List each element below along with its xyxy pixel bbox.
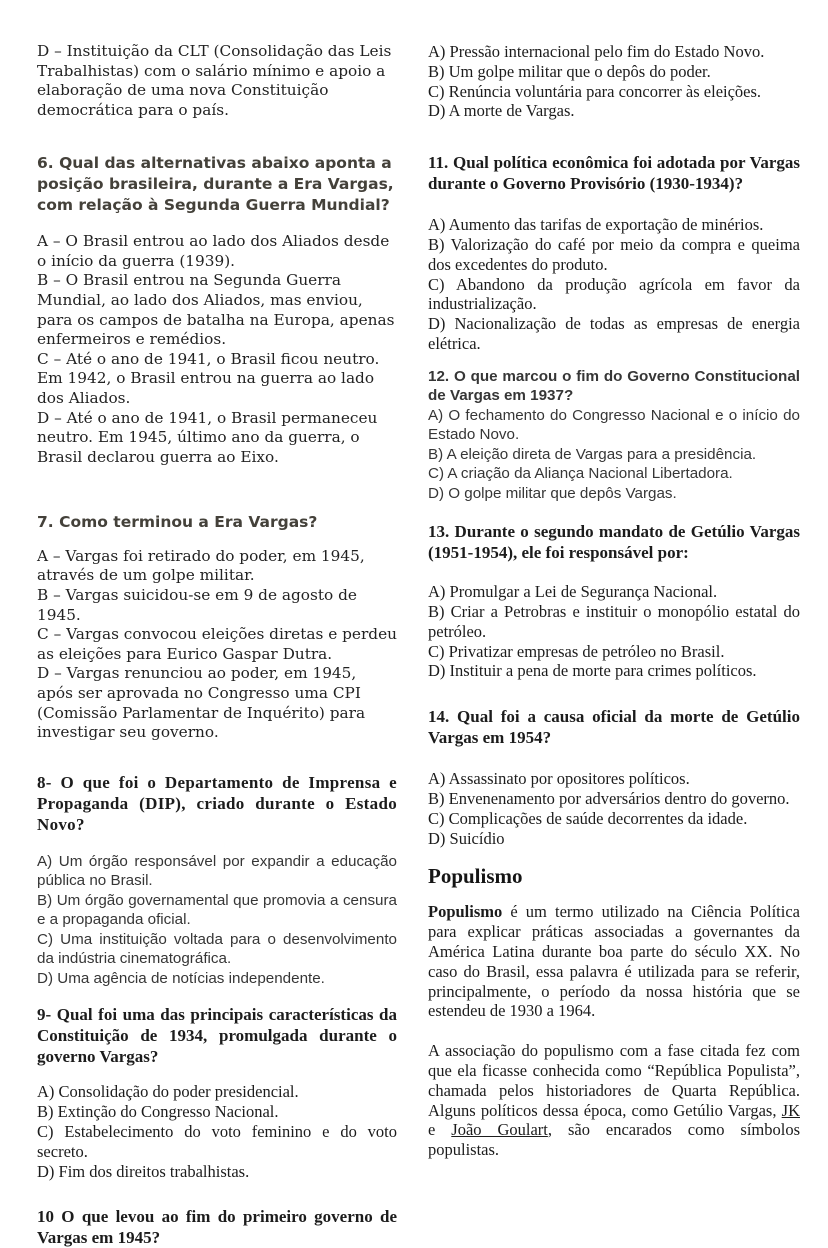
left-column [37,42,397,1248]
question-10-option-b: B) Um golpe militar que o depôs do poder. [428,61,711,81]
question-7-heading: 7. Como terminou a Era Vargas? [37,513,318,532]
question-9-heading: 9- Qual foi uma das principais características da Constituição de 1934, promulgada durante o governo Vargas? [37,1005,397,1067]
joao-goulart-link[interactable]: João Goulart [451,1120,548,1140]
question-14-heading: 14. Qual foi a causa oficial da morte de Getúlio Vargas em 1954? [428,707,800,748]
question-7 [37,512,397,743]
question-12-option-b: B) A eleição direta de Vargas para a presidência. [428,445,757,463]
question-6-option-d: D – Até o ano de 1941, o Brasil permaneceu neutro. Em 1945, último ano da guerra, o Brasil declarou guerra ao Eixo. [37,408,378,466]
question-7-options [37,547,397,743]
jk-link[interactable]: JK [781,1100,800,1120]
question-10-option-a: A) Pressão internacional pelo fim do Estado Novo. [428,42,765,61]
question-14-option-a: A) Assassinato por opositores políticos. [428,769,690,789]
question-10-heading: 10 O que levou ao fim do primeiro governo de Vargas em 1945? [37,1207,397,1248]
question-11-heading: 11. Qual política econômica foi adotada por Vargas durante o Governo Provisório (1930-1934)? [428,153,800,194]
question-6-option-c: C – Até o ano de 1941, o Brasil ficou neutro. Em 1942, o Brasil entrou na guerra ao lado dos Aliados. [37,349,380,407]
question-6-heading: 6. Qual das alternativas abaixo aponta a posição brasileira, durante a Era Vargas, com relação à Segunda Guerra Mundial? [37,154,394,214]
question-11-option-b: B) Valorização do café por meio da compra e queima dos excedentes do produto. [428,234,800,274]
question-10 [37,1206,397,1248]
question-6-option-a: A – O Brasil entrou ao lado dos Aliados desde o início da guerra (1939). [37,232,390,270]
question-9-option-c: C) Estabelecimento do voto feminino e do voto secreto. [37,1121,397,1161]
question-6 [37,153,397,467]
question-13-options [428,582,800,681]
question-10-option-d: D) A morte de Vargas. [428,101,575,121]
question-10-option-c: C) Renúncia voluntária para concorrer às eleições. [428,81,762,101]
carryover-option-d: D – Instituição da CLT (Consolidação das Leis Trabalhistas) com o salário mínimo e apoio a elaboração de uma nova Constituição democrática para o país. [37,42,392,119]
question-9-options [37,1082,397,1181]
question-11-option-a: A) Aumento das tarifas de exportação de minérios. [428,215,764,235]
question-7-option-a: A – Vargas foi retirado do poder, em 1945, através de um golpe militar. [37,546,365,585]
question-7-option-d: D – Vargas renunciou ao poder, em 1945, após ser aprovada no Congresso uma CPI (Comissão Parlamentar de Inquérito) para investigar seu governo. [37,664,366,742]
question-9-option-d: D) Fim dos direitos trabalhistas. [37,1161,250,1181]
populismo-section [428,863,800,1160]
populismo-paragraph-2-text-c: , são encarados como símbolos populistas. [428,1120,800,1160]
question-12 [428,367,800,504]
question-13-option-b: B) Criar a Petrobras e instituir o monopólio estatal do petróleo. [428,602,800,641]
question-7-option-c: C – Vargas convocou eleições diretas e perdeu as eleições para Eurico Gaspar Dutra. [37,625,397,663]
populismo-paragraph-1-text: é um termo utilizado na Ciência Política para explicar práticas associadas a governantes da América Latina durante boa parte do século XX. No caso do Brasil, essa palavra é utilizada para se referir, principalmente, o período da nossa história que se estendeu de 1930 a 1964. [428,902,800,1021]
question-8-option-d: D) Uma agência de notícias independente. [37,969,325,987]
question-13-heading: 13. Durante o segundo mandato de Getúlio Vargas (1951-1954), ele foi responsável por: [428,522,800,563]
question-13 [428,521,800,681]
question-8-heading: 8- O que foi o Departamento de Imprensa e Propaganda (DIP), criado durante o Estado Novo? [37,772,397,834]
question-13-option-a: A) Promulgar a Lei de Segurança Nacional. [428,582,718,602]
question-8-option-b: B) Um órgão governamental que promovia a censura e a propaganda oficial. [37,891,397,929]
question-11 [428,152,800,354]
question-12-option-d: D) O golpe militar que depôs Vargas. [428,484,677,502]
question-8-option-a: A) Um órgão responsável por expandir a educação pública no Brasil. [37,852,397,890]
question-10-options [428,42,800,121]
question-6-options [37,232,397,467]
question-9-option-a: A) Consolidação do poder presidencial. [37,1082,299,1102]
question-14-option-b: B) Envenenamento por adversários dentro do governo. [428,789,790,809]
populismo-section-title: Populismo [428,864,523,889]
question-8-option-c: C) Uma instituição voltada para o desenvolvimento da indústria cinematográfica. [37,930,397,968]
question-14-option-c: C) Complicações de saúde decorrentes da idade. [428,808,748,828]
populismo-paragraph-2 [428,1041,800,1160]
question-9 [37,1004,397,1181]
question-11-option-c: C) Abandono da produção agrícola em favor da industrialização. [428,274,800,314]
populismo-lead-word: Populismo [428,902,503,922]
question-11-option-d: D) Nacionalização de todas as empresas de energia elétrica. [428,314,800,353]
populismo-paragraph-2-text-a: A associação do populismo com a fase citada fez com que ela ficasse conhecida como “República Populista”, chamada pelos historiadores de Quarta República. Alguns políticos dessa época, como Getúlio Vargas, [428,1041,800,1120]
populismo-paragraph-2-text-b: e [428,1120,452,1140]
question-12-heading: 12. O que marcou o fim do Governo Constitucional de Vargas em 1937? [428,367,800,405]
question-13-option-d: D) Instituir a pena de morte para crimes políticos. [428,661,757,681]
question-14-options [428,769,800,848]
question-8-options [37,852,397,989]
populismo-paragraph-1 [428,902,800,1021]
question-8 [37,772,397,989]
question-14 [428,706,800,848]
right-column [428,42,800,1160]
question-12-options [428,406,800,504]
question-13-option-c: C) Privatizar empresas de petróleo no Brasil. [428,641,725,661]
question-6-option-b: B – O Brasil entrou na Segunda Guerra Mundial, ao lado dos Aliados, mas enviou, para os campos de batalha na Europa, apenas enfermeiros e remédios. [37,271,395,349]
question-7-option-b: B – Vargas suicidou-se em 9 de agosto de 1945. [37,586,357,624]
question-12-option-c: C) A criação da Aliança Nacional Libertadora. [428,465,733,483]
question-11-options [428,215,800,354]
question-12-option-a: A) O fechamento do Congresso Nacional e o início do Estado Novo. [428,406,800,444]
question-9-option-b: B) Extinção do Congresso Nacional. [37,1102,279,1122]
question-14-option-d: D) Suicídio [428,828,505,848]
